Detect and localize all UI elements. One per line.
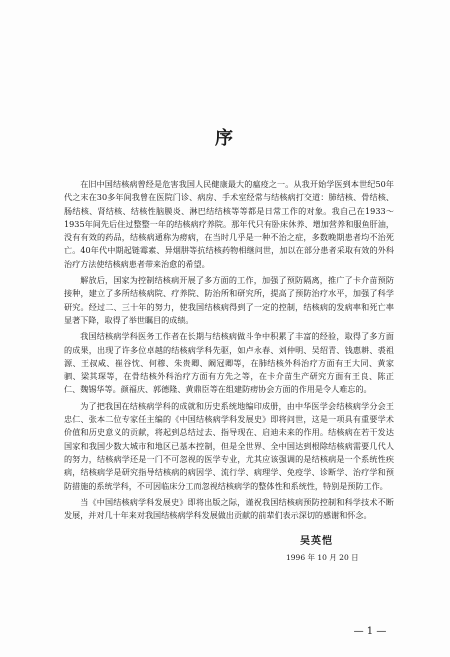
paragraph: 我国结核病学科医务工作者在长期与结核病做斗争中积累了丰富的经验，取得了多方面的成果，出现了许多位卓越的结核病学科先驱，如卢永春、刘仲明、吴绍青、钱惠耕、裘祖源、王叔咸、崔谷忱、何穆、朱贵卿、阚冠卿等，在肺结核外科治疗方面有王大同、黄家驷、梁其琛等，在骨结核外科治疗方面有方先之等，在卡介苗生产研究方面有王良、陈正仁、魏锡华等。颜福庆、郭德隆、黄鼎臣等在组建防痨协会方面的作用是令人难忘的。 — [64, 331, 394, 395]
paragraph: 当《中国结核病学科发展史》即将出版之际，谨祝我国结核病预防控制和科学技术不断发展，并对几十年来对我国结核病学科发展做出贡献的前辈们表示深切的感谢和怀念。 — [64, 496, 394, 521]
paragraph: 在旧中国结核病曾经是危害我国人民健康最大的瘟疫之一。从我开始学医到本世纪50年代之末在30多年间我曾在医院门诊、病房、手术室经常与结核病打交道：肺结核、骨结核、肠结核、肾结核、结核性脑膜炎、淋巴结结核等等都是日常工作的对象。我自己在1933～1935年间先后住过整整一年的结核病疗养院。那年代只有卧床休养、增加营养和服鱼肝油，没有有效的药品，结核病通称为痨病，在当时几乎是一种不治之症，多数晚期患者均不治死亡。40年代中期起链霉素、异烟肼等抗结核药物相继问世，加以在部分患者采取有效的外科治疗方法使结核病患者带来治愈的希望。 — [64, 179, 394, 269]
page-number: — 1 — — [353, 626, 387, 637]
preface-body — [64, 178, 394, 525]
paragraph: 解放后，国家为控制结核病开展了多方面的工作，加强了预防隔离，推广了卡介苗预防接种，建立了多所结核病院、疗养院、防治所和研究所，提高了预防治疗水平，加强了科学研究。经过二、三十年的努力，使我国结核病得到了一定的控制，结核病的发病率和死亡率显著下降，取得了举世瞩目的成绩。 — [64, 275, 394, 325]
signature-date: 1996 年 10 月 20 日 — [286, 553, 359, 562]
page-title: 序 — [215, 128, 235, 149]
author-signature: 吴英恺 — [300, 536, 333, 547]
paragraph: 为了把我国在结核病学科的成就和历史系统地编印成册，由中华医学会结核病学分会王忠仁、张本二位专家任主编的《中国结核病学科发展史》即将问世，这是一项具有重要学术价值和历史意义的贡献，将起到总结过去、指导现在、启迪未来的作用。结核病在若干发达国家和我国少数大城市和地区已基本控制，但是全世界、全中国达到根除结核病需要几代人的努力，结核病学还是一门不可忽视的医学专业，尤其应该强调的是结核病是一个系统性疾病，结核病学是研究指导结核病的病因学、流行学、病理学、免疫学、诊断学、治疗学和预防措施的系统学科，不可因临床分工而忽视结核病学的整体性和系统性，特别是预防工作。 — [64, 400, 394, 491]
